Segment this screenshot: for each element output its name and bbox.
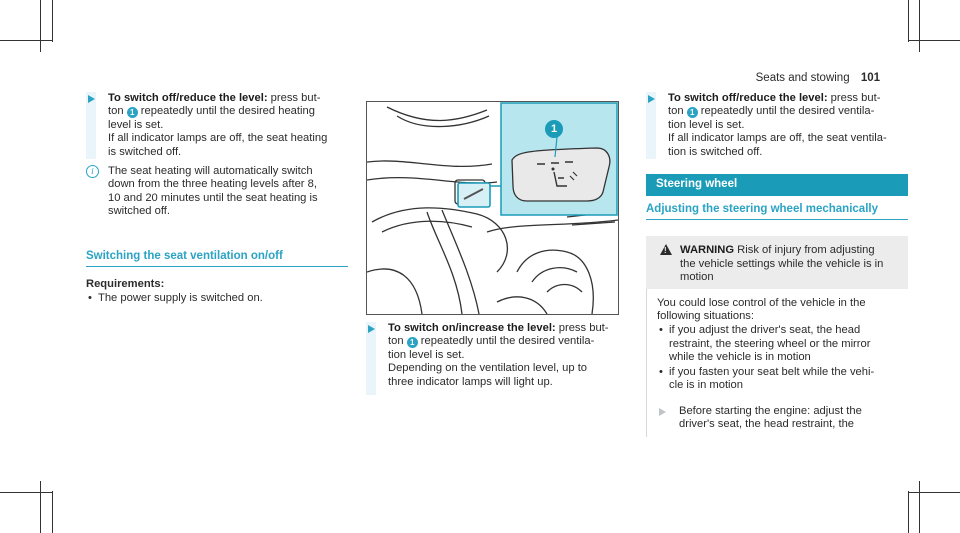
step-text: tion level is set. — [668, 118, 745, 131]
step-text: is switched off. — [108, 145, 182, 158]
info-note — [86, 165, 348, 219]
step-text: Depending on the ventilation level, up to — [388, 362, 588, 375]
crop-mark — [908, 0, 909, 42]
button-1-badge: 1 — [407, 337, 418, 348]
step-text: press but- — [555, 322, 609, 334]
warning-mark: ! — [664, 246, 667, 256]
step-arrow-icon — [659, 408, 666, 416]
note-line: 10 and 20 minutes until the seat heating is — [108, 191, 318, 204]
warning-header — [656, 244, 898, 284]
warning-triangle-icon — [660, 244, 672, 255]
step-text: repeatedly until the desired ventila- — [697, 105, 875, 118]
note-line: switched off. — [108, 205, 170, 218]
step-text: driver's seat, the head restraint, the — [679, 417, 855, 430]
running-header — [756, 72, 880, 84]
step-text: tion is switched off. — [668, 145, 763, 158]
info-icon: i — [86, 165, 99, 178]
warning-label: WARNING — [680, 244, 735, 257]
bullet-line: • if you adjust the driver's seat, the head — [669, 324, 861, 337]
warning-bullet — [657, 324, 898, 364]
door-panel-illustration — [367, 102, 618, 314]
step-text: If all indicator lamps are off, the seat heating — [108, 132, 328, 145]
step-text: level is set. — [108, 118, 164, 131]
warning-text: the vehicle settings while the vehicle is in — [680, 257, 884, 270]
warning-text: motion — [680, 271, 714, 284]
step-text: If all indicator lamps are off, the seat ventila- — [668, 132, 887, 145]
note-line: down from the three heating levels after 8, — [108, 178, 317, 191]
crop-mark — [908, 491, 909, 533]
bullet-line: • if you fasten your seat belt while the vehi- — [669, 365, 875, 378]
bullet-line: restraint, the steering wheel or the mirror — [669, 337, 871, 350]
step-arrow-icon — [368, 325, 375, 333]
requirement-item: • The power supply is switched on. — [86, 292, 348, 305]
warning-step — [657, 405, 898, 432]
crop-mark — [908, 40, 960, 41]
requirements-label: Requirements: — [86, 278, 165, 291]
crop-mark — [919, 0, 920, 52]
figure-callout-badge: 1 — [545, 120, 563, 138]
step-text: ton — [668, 105, 687, 118]
crop-mark — [919, 481, 920, 533]
step-text: tion level is set. — [388, 348, 465, 361]
crop-mark — [52, 0, 53, 42]
crop-mark — [0, 40, 52, 41]
warning-body-line: following situations: — [657, 310, 755, 323]
warning-box — [646, 236, 908, 288]
switch-on-step — [366, 322, 628, 395]
step-text: ton — [388, 335, 407, 348]
crop-mark — [52, 491, 53, 533]
crop-mark — [40, 481, 41, 533]
step-text: press but- — [267, 92, 321, 104]
page-number: 101 — [860, 72, 880, 84]
step-text: three indicator lamps will light up. — [388, 375, 553, 388]
step-lead: To switch off/reduce the level: — [108, 92, 268, 104]
middle-column — [366, 322, 628, 395]
step-text: Before starting the engine: adjust the — [679, 404, 862, 417]
crop-mark — [0, 492, 52, 493]
switch-off-step — [86, 92, 348, 159]
step-lead: To switch on/increase the level: — [388, 322, 556, 334]
section-title: Seats and stowing — [755, 72, 850, 84]
warning-bullet — [657, 366, 898, 393]
adjusting-heading: Adjusting the steering wheel mechanically — [646, 203, 908, 220]
button-1-badge: 1 — [687, 107, 698, 118]
step-text: repeatedly until the desired heating — [137, 105, 315, 118]
seat-ventilation-figure — [366, 101, 619, 315]
note-line: The seat heating will automatically switch — [108, 165, 313, 178]
step-text: ton — [108, 105, 127, 118]
button-1-badge: 1 — [127, 107, 138, 118]
bullet-line: while the vehicle is in motion — [669, 351, 811, 364]
bullet-line: cle is in motion — [669, 379, 743, 392]
warning-body-line: You could lose control of the vehicle in the — [657, 296, 866, 309]
warning-body — [646, 289, 908, 438]
warning-text: Risk of injury from adjusting — [734, 244, 875, 257]
right-column — [646, 92, 908, 437]
crop-mark — [40, 0, 41, 52]
ventilation-off-step — [646, 92, 908, 159]
crop-mark — [908, 492, 960, 493]
ventilation-heading: Switching the seat ventilation on/off — [86, 250, 348, 267]
step-arrow-icon — [648, 95, 655, 103]
step-text: repeatedly until the desired ventila- — [417, 335, 595, 348]
step-text: press but- — [827, 92, 881, 104]
left-column — [86, 92, 348, 306]
step-arrow-icon — [88, 95, 95, 103]
steering-wheel-bar: Steering wheel — [646, 174, 908, 196]
step-lead: To switch off/reduce the level: — [668, 92, 828, 104]
